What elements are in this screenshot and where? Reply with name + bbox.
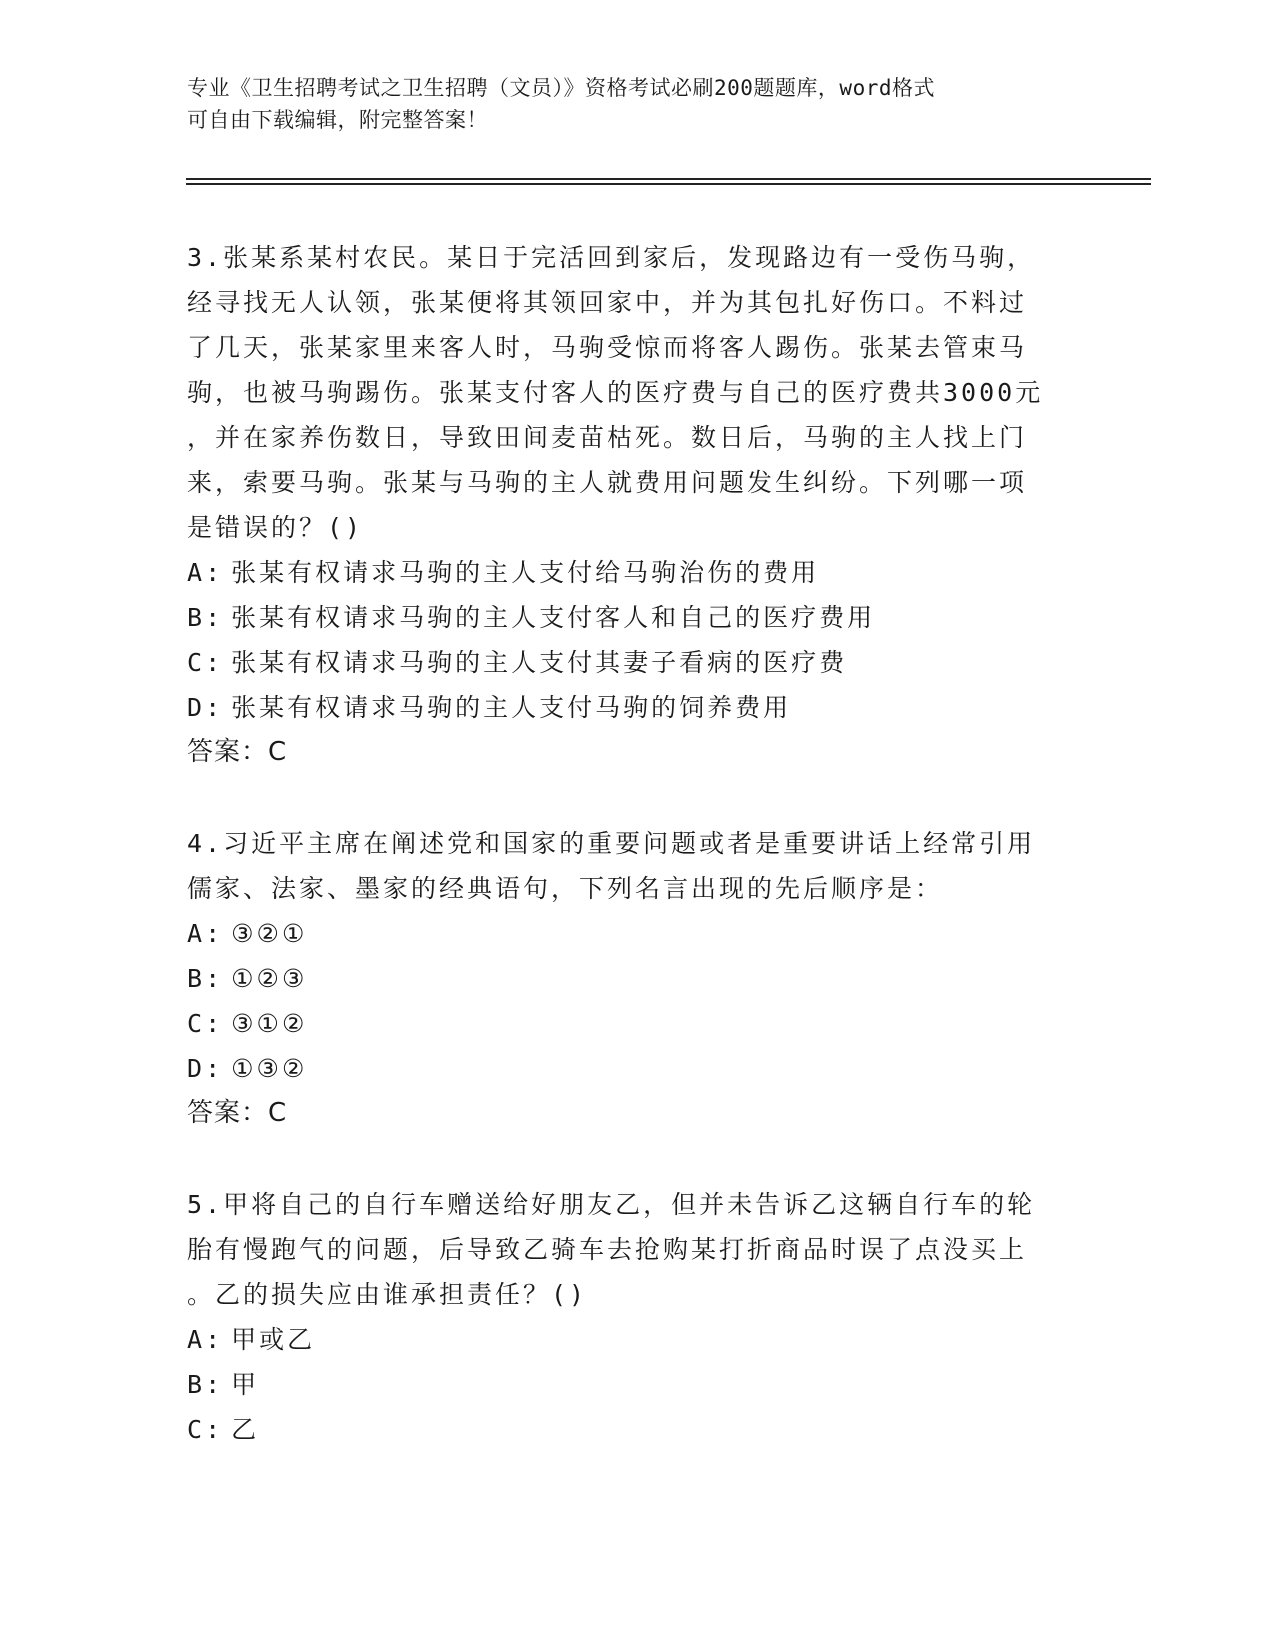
option-d <box>187 1046 1087 1091</box>
option-separator: : <box>205 1325 224 1354</box>
option-c <box>187 1407 1087 1452</box>
option-b <box>187 956 1087 1001</box>
option-c <box>187 1001 1087 1046</box>
option-a <box>187 550 1087 595</box>
option-separator: : <box>205 603 224 632</box>
question-4 <box>187 821 1087 1136</box>
question-stem-line: 3.张某系某村农民。某日于完活回到家后，发现路边有一受伤马驹， <box>187 243 1036 272</box>
answer-line: 答案：C <box>187 737 288 767</box>
option-separator: : <box>205 1009 224 1038</box>
option-a <box>187 911 1087 956</box>
option-letter: B <box>187 964 206 993</box>
option-text: 张某有权请求马驹的主人支付客人和自己的医疗费用 <box>231 603 876 632</box>
question-stem-line: 5.甲将自己的自行车赠送给好朋友乙，但并未告诉乙这辆自行车的轮 <box>187 1190 1036 1219</box>
option-text: ③②① <box>231 919 308 948</box>
question-stem-line: 驹，也被马驹踢伤。张某支付客人的医疗费与自己的医疗费共3000元 <box>187 378 1044 407</box>
question-stem-line: 是错误的？() <box>187 513 364 542</box>
question-stem-line: 经寻找无人认领，张某便将其领回家中，并为其包扎好伤口。不料过 <box>187 288 1028 317</box>
question-stem-line: 4.习近平主席在阐述党和国家的重要问题或者是重要讲话上经常引用 <box>187 829 1036 858</box>
option-letter: B <box>187 1370 206 1399</box>
option-letter: D <box>187 1054 206 1083</box>
question-stem-line: 胎有慢跑气的问题，后导致乙骑车去抢购某打折商品时误了点没买上 <box>187 1235 1028 1264</box>
option-text: 甲或乙 <box>231 1325 316 1354</box>
option-letter: D <box>187 693 206 722</box>
option-text: 甲 <box>231 1370 260 1399</box>
question-3 <box>187 235 1087 775</box>
option-letter: C <box>187 648 206 677</box>
option-text: ③①② <box>231 1009 308 1038</box>
option-text: ①②③ <box>231 964 308 993</box>
question-stem-line: ，并在家养伤数日，导致田间麦苗枯死。数日后，马驹的主人找上门 <box>187 423 1028 452</box>
option-separator: : <box>205 1415 224 1444</box>
question-stem-line: 儒家、法家、墨家的经典语句，下列名言出现的先后顺序是： <box>187 874 944 903</box>
option-text: 张某有权请求马驹的主人支付其妻子看病的医疗费 <box>231 648 848 677</box>
question-5 <box>187 1182 1087 1452</box>
answer-line: 答案：C <box>187 1098 288 1128</box>
option-separator: : <box>205 1370 224 1399</box>
option-letter: A <box>187 919 206 948</box>
option-text: 乙 <box>231 1415 260 1444</box>
option-b <box>187 1362 1087 1407</box>
option-letter: C <box>187 1009 206 1038</box>
option-a <box>187 1317 1087 1362</box>
option-text: 张某有权请求马驹的主人支付给马驹治伤的费用 <box>231 558 820 587</box>
question-list <box>187 235 1087 1498</box>
option-d <box>187 685 1087 730</box>
option-text: ①③② <box>231 1054 308 1083</box>
option-separator: : <box>205 558 224 587</box>
option-b <box>187 595 1087 640</box>
option-separator: : <box>205 693 224 722</box>
question-stem-line: 了几天，张某家里来客人时，马驹受惊而将客人踢伤。张某去管束马 <box>187 333 1028 362</box>
question-stem-line: 。乙的损失应由谁承担责任？() <box>187 1280 588 1309</box>
option-text: 张某有权请求马驹的主人支付马驹的饲养费用 <box>231 693 792 722</box>
question-stem-line: 来，索要马驹。张某与马驹的主人就费用问题发生纠纷。下列哪一项 <box>187 468 1028 497</box>
option-letter: A <box>187 558 206 587</box>
option-separator: : <box>205 648 224 677</box>
option-separator: : <box>205 964 224 993</box>
option-letter: C <box>187 1415 206 1444</box>
option-letter: A <box>187 1325 206 1354</box>
document-header <box>187 72 1067 136</box>
header-line-2: 可自由下载编辑，附完整答案！ <box>187 108 488 132</box>
header-divider-top <box>186 178 1151 180</box>
header-line-1: 专业《卫生招聘考试之卫生招聘（文员）》资格考试必刷200题题库，word格式 <box>187 76 935 100</box>
header-divider-bottom <box>186 183 1151 185</box>
option-c <box>187 640 1087 685</box>
option-letter: B <box>187 603 206 632</box>
option-separator: : <box>205 919 224 948</box>
option-separator: : <box>205 1054 224 1083</box>
